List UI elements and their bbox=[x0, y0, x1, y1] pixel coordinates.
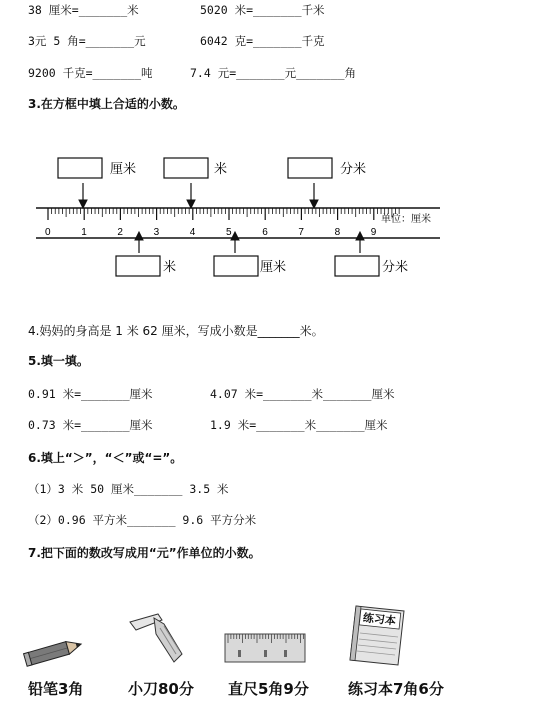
arrow-top-3 bbox=[310, 183, 318, 208]
notebook-icon bbox=[342, 603, 416, 669]
q6-title: 6.填上“＞”，“＜”或“=”。 bbox=[28, 451, 183, 465]
answer-box-top-3[interactable] bbox=[288, 158, 332, 178]
ruler-number: 8 bbox=[334, 227, 341, 238]
knife-icon bbox=[124, 612, 188, 668]
answer-box-bottom-2[interactable] bbox=[214, 256, 258, 276]
ruler-number: 7 bbox=[298, 227, 304, 238]
box-unit-bottom-3: 分米 bbox=[382, 259, 409, 274]
item-label-pencil: 铅笔3角 bbox=[28, 680, 84, 698]
ruler-number: 4 bbox=[189, 227, 196, 238]
answer-box-bottom-1[interactable] bbox=[116, 256, 160, 276]
ruler-number: 5 bbox=[226, 227, 232, 238]
q5-title: 5.填一填。 bbox=[28, 354, 89, 368]
pencil-icon bbox=[22, 630, 88, 672]
box-unit-bottom-2: 厘米 bbox=[260, 259, 287, 274]
box-unit-top-3: 分米 bbox=[340, 161, 367, 176]
ruler-numbers bbox=[45, 227, 377, 238]
ruler-ticks bbox=[48, 208, 399, 220]
q4-text: 4.妈妈的身高是 1 米 62 厘米，写成小数是_______米。 bbox=[28, 324, 324, 338]
conversion-2b: 6042 克=_______千克 bbox=[200, 34, 325, 48]
ruler-unit-label: 单位：厘米 bbox=[381, 214, 431, 225]
q5-1b: 4.07 米=_______米_______厘米 bbox=[210, 387, 395, 401]
ruler-number: 0 bbox=[45, 227, 51, 238]
item-label-knife: 小刀80分 bbox=[128, 680, 194, 698]
ruler-number: 1 bbox=[81, 227, 87, 238]
conversion-3b: 7.4 元=_______元_______角 bbox=[190, 66, 357, 80]
ruler-icon bbox=[224, 632, 306, 664]
conversion-1a: 38 厘米=_______米 bbox=[28, 3, 139, 17]
ruler-number: 9 bbox=[370, 227, 377, 238]
answer-box-top-1[interactable] bbox=[58, 158, 102, 178]
box-unit-top-2: 米 bbox=[214, 161, 228, 176]
arrow-bottom-3 bbox=[356, 232, 364, 253]
q7-title: 7.把下面的数改写成用“元”作单位的小数。 bbox=[28, 546, 261, 560]
box-unit-top-1: 厘米 bbox=[110, 161, 137, 176]
arrow-bottom-1 bbox=[135, 232, 143, 253]
q5-1a: 0.91 米=_______厘米 bbox=[28, 387, 153, 401]
item-label-notebook: 练习本7角6分 bbox=[348, 680, 444, 698]
answer-box-bottom-3[interactable] bbox=[335, 256, 379, 276]
q6-item-2: （2）0.96 平方米_______ 9.6 平方分米 bbox=[28, 513, 257, 527]
q5-2b: 1.9 米=_______米_______厘米 bbox=[210, 418, 388, 432]
ruler-number: 2 bbox=[117, 227, 123, 238]
box-unit-bottom-1: 米 bbox=[163, 259, 177, 274]
conversion-1b: 5020 米=_______千米 bbox=[200, 3, 325, 17]
arrow-bottom-2 bbox=[231, 232, 239, 253]
ruler-number: 6 bbox=[262, 227, 268, 238]
q6-item-1: （1）3 米 50 厘米_______ 3.5 米 bbox=[28, 482, 229, 496]
q3-title: 3.在方框中填上合适的小数。 bbox=[28, 97, 185, 111]
arrow-top-1 bbox=[79, 183, 87, 208]
notebook-cover-text: 练习本 bbox=[362, 612, 397, 628]
ruler-number: 3 bbox=[153, 227, 160, 238]
item-label-ruler: 直尺5角9分 bbox=[228, 680, 309, 698]
q5-2a: 0.73 米=_______厘米 bbox=[28, 418, 153, 432]
conversion-2a: 3元 5 角=_______元 bbox=[28, 34, 146, 48]
arrow-top-2 bbox=[187, 183, 195, 208]
conversion-3a: 9200 千克=_______吨 bbox=[28, 66, 153, 80]
answer-box-top-2[interactable] bbox=[164, 158, 208, 178]
ruler-figure bbox=[0, 150, 533, 280]
